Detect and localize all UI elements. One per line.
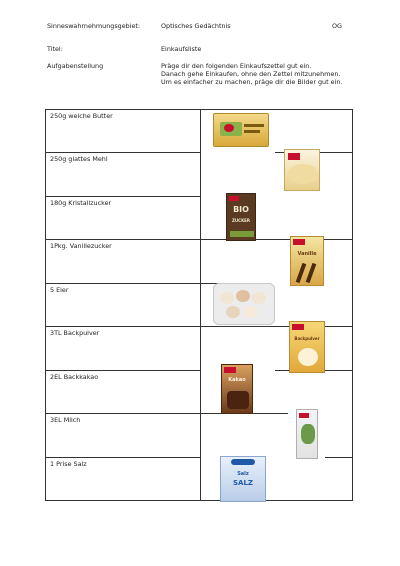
value-area: Optisches Gedächtnis bbox=[161, 22, 231, 30]
row-separator bbox=[45, 457, 200, 458]
eggs-picture bbox=[213, 283, 275, 325]
baking-powder-label: Backpulver bbox=[294, 336, 320, 341]
code-og: OG bbox=[332, 22, 342, 30]
row-separator bbox=[325, 457, 353, 458]
list-item: 3TL Backpulver bbox=[50, 329, 100, 337]
salt-label: Salz bbox=[237, 471, 249, 477]
salt-picture bbox=[220, 456, 266, 502]
sugar-label: BIO bbox=[233, 205, 249, 214]
butter-picture bbox=[213, 113, 269, 147]
milk-picture bbox=[296, 409, 318, 459]
list-item: 2EL Backkakao bbox=[50, 373, 99, 381]
row-separator bbox=[45, 239, 200, 240]
row-separator bbox=[200, 326, 353, 327]
row-separator bbox=[45, 196, 200, 197]
row-separator bbox=[45, 326, 200, 327]
row-separator bbox=[45, 370, 200, 371]
task-line: Um es einfacher zu machen, präge dir die Bilder gut ein. bbox=[161, 78, 343, 87]
list-item: 5 Eier bbox=[50, 286, 69, 294]
list-item: 3EL Milch bbox=[50, 416, 81, 424]
list-item: 250g glattes Mehl bbox=[50, 155, 108, 163]
cocoa-label: Kakao bbox=[228, 377, 246, 383]
list-item: 250g weiche Butter bbox=[50, 112, 113, 120]
table-divider bbox=[200, 109, 201, 501]
sugar-label-2: ZUCKER bbox=[232, 218, 250, 223]
row-separator bbox=[45, 152, 200, 153]
list-item: 180g Kristallzucker bbox=[50, 199, 112, 207]
flour-picture bbox=[284, 149, 320, 191]
salt-label-2: SALZ bbox=[233, 479, 253, 487]
list-item: 1 Prise Salz bbox=[50, 460, 87, 468]
task-line: Danach gehe Einkaufen, ohne den Zettel mitzunehmen. bbox=[161, 70, 341, 79]
task-line: Präge dir den folgenden Einkaufszettel gut ein. bbox=[161, 62, 312, 70]
row-separator bbox=[200, 239, 353, 240]
task-text bbox=[161, 62, 342, 87]
label-area: Sinneswahrnehmungsgebiet: bbox=[47, 22, 141, 30]
sugar-picture bbox=[226, 193, 256, 241]
vanilla-label: Vanille bbox=[297, 251, 317, 257]
label-title: Titel: bbox=[47, 45, 63, 53]
label-task: Aufgabenstellung bbox=[47, 62, 104, 70]
value-title: Einkaufsliste bbox=[161, 45, 202, 53]
row-separator bbox=[45, 413, 200, 414]
list-item: 1Pkg. Vanillezucker bbox=[50, 242, 112, 250]
cocoa-picture bbox=[221, 364, 253, 414]
row-separator bbox=[45, 283, 200, 284]
baking-powder-picture bbox=[289, 321, 325, 373]
vanilla-sugar-picture bbox=[290, 236, 324, 286]
